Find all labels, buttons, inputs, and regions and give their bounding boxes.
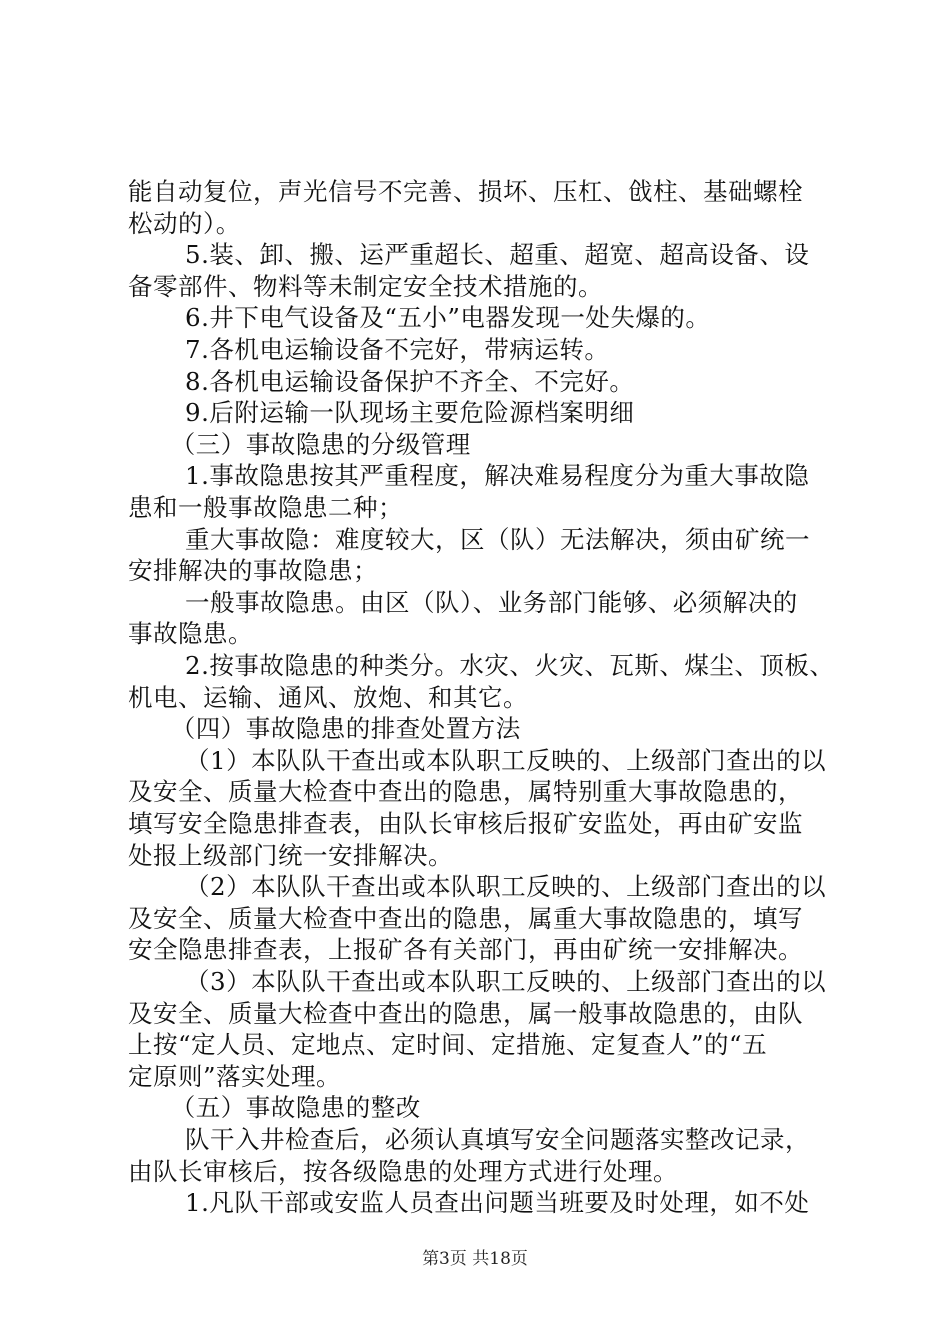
text-line: 7.各机电运输设备不完好，带病运转。: [185, 335, 610, 364]
page-number-footer: 第3页 共18页: [422, 1249, 528, 1269]
text-line: 重大事故隐：难度较大，区（队）无法解决，须由矿统一: [185, 524, 810, 554]
text-line: 处报上级部门统一安排解决。: [128, 840, 453, 870]
text-line: 安全隐患排查表，上报矿各有关部门，再由矿统一安排解决。: [128, 935, 803, 965]
text-line: （三）事故隐患的分级管理: [170, 429, 471, 459]
text-line: 安排解决的事故隐患；: [128, 556, 378, 586]
text-line: 2.按事故隐患的种类分。水灾、火灾、瓦斯、煤尘、顶板、: [185, 651, 835, 680]
text-line: 备零部件、物料等未制定安全技术措施的。: [128, 271, 603, 301]
text-line: 能自动复位，声光信号不完善、损坏、压杠、戗柱、基础螺栓: [128, 177, 803, 206]
text-line: 8.各机电运输设备保护不齐全、不完好。: [185, 366, 635, 396]
text-line: 患和一般事故隐患二种；: [128, 493, 403, 522]
text-line: （3）本队队干查出或本队职工反映的、上级部门查出的以: [185, 967, 827, 996]
text-line: 1.事故隐患按其严重程度，解决难易程度分为重大事故隐: [185, 461, 810, 491]
text-line: （五）事故隐患的整改: [170, 1093, 421, 1123]
text-line: 6.井下电气设备及“五小”电器发现一处失爆的。: [185, 303, 711, 333]
text-line: 队干入井检查后，必须认真填写安全问题落实整改记录，: [185, 1125, 810, 1154]
text-line: （四）事故隐患的排查处置方法: [170, 714, 521, 744]
text-line: （1）本队队干查出或本队职工反映的、上级部门查出的以: [185, 745, 827, 775]
text-line: 及安全、质量大检查中查出的隐患，属一般事故隐患的，由队: [128, 998, 803, 1028]
text-line: 9.后附运输一队现场主要危险源档案明细: [185, 398, 635, 428]
text-line: 及安全、质量大检查中查出的隐患，属重大事故隐患的，填写: [128, 903, 803, 933]
text-line: 1.凡队干部或安监人员查出问题当班要及时处理，如不处: [185, 1188, 810, 1218]
text-line: （2）本队队干查出或本队职工反映的、上级部门查出的以: [185, 872, 827, 902]
text-line: 5.装、卸、搬、运严重超长、超重、超宽、超高设备、设: [185, 240, 810, 270]
text-line: 填写安全隐患排查表，由队长审核后报矿安监处，再由矿安监: [128, 809, 803, 838]
text-line: 及安全、质量大检查中查出的隐患，属特别重大事故隐患的，: [128, 777, 803, 807]
text-line: 上按“定人员、定地点、定时间、定措施、定复查人”的“五: [128, 1030, 768, 1060]
text-line: 定原则”落实处理。: [128, 1061, 342, 1091]
text-line: 松动的）。: [128, 208, 241, 238]
text-line: 事故隐患。: [128, 619, 253, 649]
text-line: 机电、运输、通风、放炮、和其它。: [128, 682, 528, 712]
text-line: 一般事故隐患。由区（队）、业务部门能够、必须解决的: [185, 587, 798, 617]
text-line: 由队长审核后，按各级隐患的处理方式进行处理。: [128, 1156, 678, 1186]
